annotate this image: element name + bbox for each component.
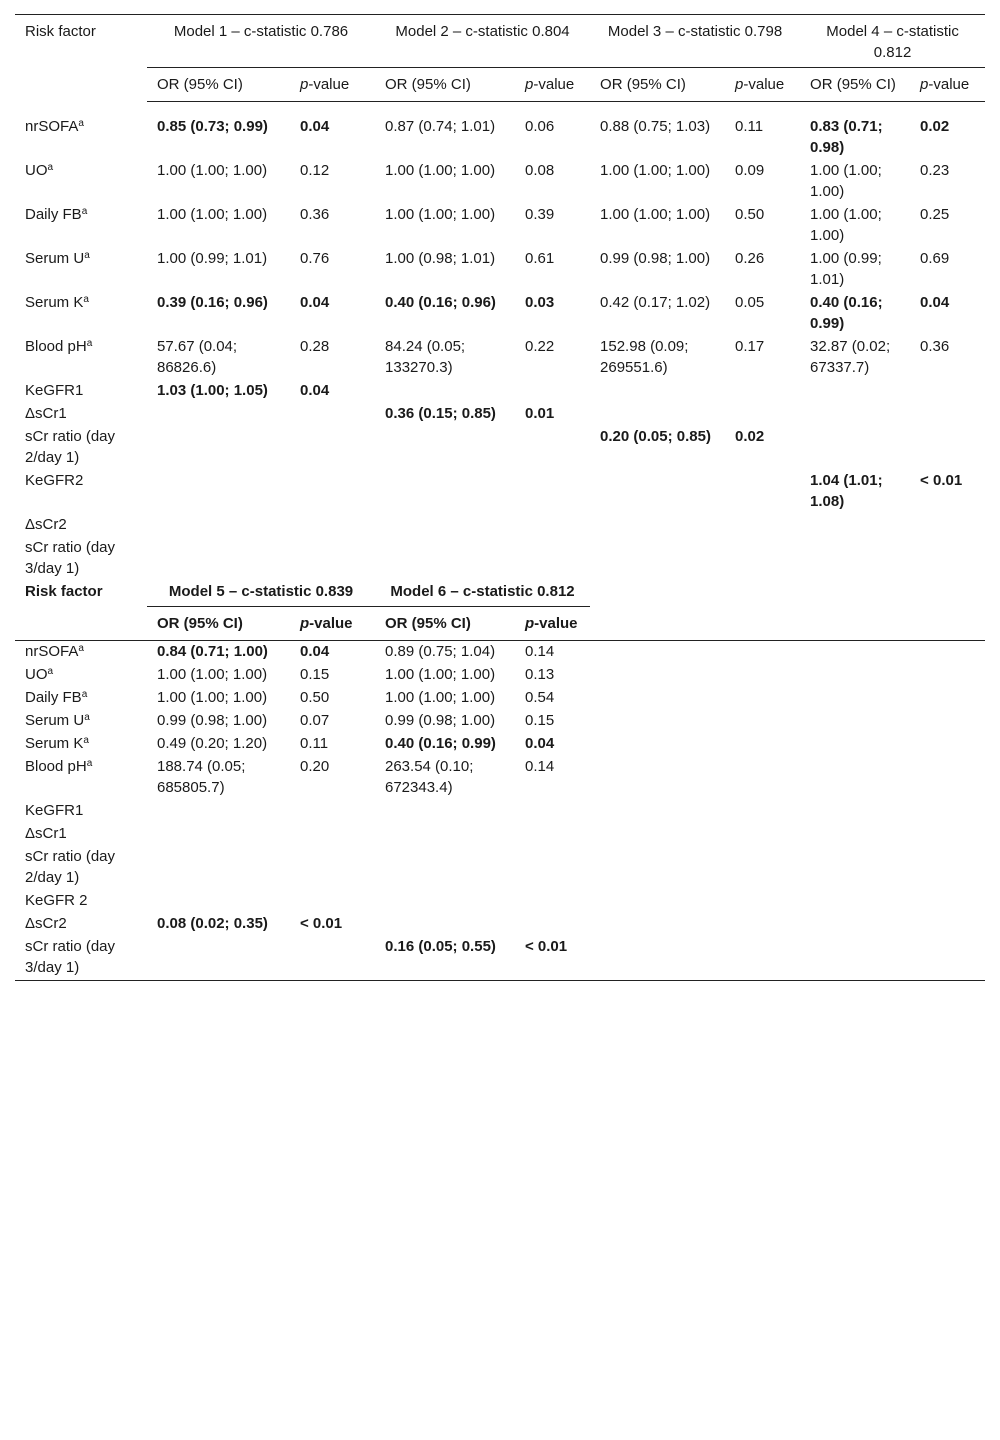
table-row — [15, 514, 985, 537]
or-value: 0.16 (0.05; 0.55) — [385, 938, 496, 955]
or-value — [375, 800, 515, 823]
table-row — [15, 664, 985, 687]
model-5-header: Model 5 – c-statistic 0.839 — [147, 581, 375, 607]
p-value: 0.36 — [920, 338, 950, 355]
p-value: 0.69 — [920, 250, 950, 267]
p-value: 0.39 — [525, 206, 555, 223]
risk-factor-name: Daily $FB^a$ — [25, 206, 88, 223]
or-value — [800, 514, 910, 537]
p-value — [515, 846, 590, 890]
p-value: 0.20 — [300, 758, 330, 775]
p-value — [290, 846, 375, 890]
footnote-marker: a — [86, 758, 93, 769]
table-row — [15, 102, 985, 161]
p-value: 0.08 — [525, 162, 555, 179]
p-value — [290, 890, 375, 913]
risk-factor-name: ΔsCr1 — [25, 825, 67, 842]
or-value — [800, 537, 910, 581]
or-value — [590, 470, 725, 514]
p-value: 0.25 — [920, 206, 950, 223]
p-value: 0.11 — [300, 735, 329, 752]
or-value — [375, 890, 515, 913]
or-value: 0.85 (0.73; 0.99) — [157, 118, 268, 135]
p-value — [290, 426, 375, 470]
or-value: 1.00 (1.00; 1.00) — [810, 162, 882, 200]
empty-cell — [590, 641, 985, 665]
model-2-header: Model 2 – c-statistic 0.804 — [375, 15, 590, 68]
or-value — [147, 936, 290, 980]
table-bottom-rule — [15, 980, 985, 981]
or-value: 1.00 (1.00; 1.00) — [600, 162, 711, 179]
or-value: 1.00 (1.00; 1.00) — [385, 666, 496, 683]
risk-factor-header: Risk factor — [25, 23, 96, 40]
table-row — [15, 823, 985, 846]
p-value: 0.17 — [735, 338, 765, 355]
risk-factor-name: Blood $pH^a$ — [25, 338, 93, 355]
or-value: 32.87 (0.02; 67337.7) — [810, 338, 891, 376]
risk-factor-name: Serum $K^a$ — [25, 294, 89, 311]
p-value: 0.04 — [920, 294, 950, 311]
or-value — [147, 537, 290, 581]
table-row — [15, 336, 985, 380]
or-value: 188.74 (0.05; 685805.7) — [157, 758, 246, 796]
table-1-body — [15, 102, 985, 582]
p-value: 0.23 — [920, 162, 950, 179]
or-value: 1.00 (1.00; 1.00) — [157, 206, 268, 223]
p-value: 0.76 — [300, 250, 330, 267]
empty-cell — [590, 733, 985, 756]
risk-factor-name: KeGFR2 — [25, 472, 84, 489]
p-value-header: p-value — [515, 68, 590, 102]
table-row — [15, 204, 985, 248]
p-value — [515, 890, 590, 913]
model-1-header: Model 1 – c-statistic 0.786 — [147, 15, 375, 68]
risk-factor-name: KeGFR1 — [25, 382, 84, 399]
or-value: 1.00 (0.99; 1.01) — [810, 250, 882, 288]
risk-factor-name: ΔsCr2 — [25, 516, 67, 533]
p-value: 0.28 — [300, 338, 330, 355]
or-value — [147, 846, 290, 890]
p-value — [290, 470, 375, 514]
p-value — [515, 470, 590, 514]
p-value: < 0.01 — [300, 915, 343, 932]
model-3-header: Model 3 – c-statistic 0.798 — [590, 15, 800, 68]
risk-factor-table-models-1-4 — [15, 15, 985, 581]
or-value — [147, 890, 290, 913]
p-value — [910, 537, 985, 581]
table-row — [15, 641, 985, 665]
or-value — [375, 537, 515, 581]
risk-factor-name: ΔsCr1 — [25, 405, 67, 422]
p-value: 0.50 — [735, 206, 765, 223]
or-value: 0.87 (0.74; 1.01) — [385, 118, 496, 135]
or-value: 0.99 (0.98; 1.00) — [157, 712, 268, 729]
or-value: 1.00 (1.00; 1.00) — [810, 206, 882, 244]
p-value: 0.13 — [525, 666, 555, 683]
or-value: 0.84 (0.71; 1.00) — [157, 643, 268, 660]
or-value: 1.03 (1.00; 1.05) — [157, 382, 268, 399]
p-value: 0.09 — [735, 162, 765, 179]
p-value — [515, 514, 590, 537]
p-value-header: p-value — [290, 68, 375, 102]
risk-factor-name: ΔsCr2 — [25, 915, 67, 932]
p-value — [515, 380, 590, 403]
risk-factor-name: nrSOFA$^a$ — [25, 117, 84, 135]
p-value — [910, 426, 985, 470]
or-value: 152.98 (0.09; 269551.6) — [600, 338, 689, 376]
or-value — [375, 823, 515, 846]
p-value: 0.04 — [300, 643, 330, 660]
risk-factor-name: sCr ratio (day 2/day 1) — [25, 848, 116, 886]
risk-factor-name: sCr ratio (day 3/day 1) — [25, 938, 116, 976]
or-value: 1.00 (1.00; 1.00) — [385, 206, 496, 223]
table-row — [15, 687, 985, 710]
p-value: 0.06 — [525, 118, 555, 135]
or-value: 84.24 (0.05; 133270.3) — [385, 338, 466, 376]
risk-factor-name: Blood $pH^a$ — [25, 758, 93, 775]
or-value: 0.49 (0.20; 1.20) — [157, 735, 268, 752]
or-header: OR (95% CI) — [590, 68, 725, 102]
footnote-marker: a — [84, 250, 90, 261]
footnote-marker: a — [86, 338, 93, 349]
empty-cell — [590, 936, 985, 980]
risk-factor-name: $UO^a$ — [25, 162, 54, 179]
empty-header-space — [590, 581, 985, 640]
or-value: 1.04 (1.01; 1.08) — [810, 472, 883, 510]
or-value — [147, 470, 290, 514]
or-value — [147, 426, 290, 470]
or-value — [800, 426, 910, 470]
footnote-marker: a — [81, 206, 88, 217]
or-value: 263.54 (0.10; 672343.4) — [385, 758, 474, 796]
p-value — [290, 514, 375, 537]
p-value: 0.14 — [525, 643, 555, 660]
p-value: 0.03 — [525, 294, 555, 311]
table-row — [15, 292, 985, 336]
table-2-body — [15, 641, 985, 981]
p-value-header: p-value — [300, 615, 353, 632]
risk-factor-name: KeGFR 2 — [25, 892, 88, 909]
p-value: 0.04 — [300, 382, 330, 399]
p-value-header: p-value — [525, 615, 578, 632]
or-value: 1.00 (1.00; 1.00) — [600, 206, 711, 223]
table-row — [15, 380, 985, 403]
p-value-header: p-value — [910, 68, 985, 102]
or-value — [590, 403, 725, 426]
table-row — [15, 733, 985, 756]
risk-factor-name: Serum $U^a$ — [25, 250, 90, 267]
p-value: 0.14 — [525, 758, 555, 775]
p-value: 0.11 — [735, 118, 764, 135]
p-value: 0.26 — [735, 250, 765, 267]
or-header: OR (95% CI) — [157, 615, 243, 632]
p-value — [290, 537, 375, 581]
empty-cell — [590, 687, 985, 710]
table-row — [15, 913, 985, 936]
p-value: 0.54 — [525, 689, 555, 706]
or-value: 1.00 (0.99; 1.01) — [157, 250, 268, 267]
or-value — [147, 403, 290, 426]
or-value: 0.20 (0.05; 0.85) — [600, 428, 711, 445]
p-value — [725, 514, 800, 537]
or-value: 0.99 (0.98; 1.00) — [385, 712, 496, 729]
or-value: 0.39 (0.16; 0.96) — [157, 294, 268, 311]
risk-factor-name: KeGFR1 — [25, 802, 84, 819]
footnote-marker: a — [47, 162, 54, 173]
p-value — [725, 537, 800, 581]
risk-factor-name: sCr ratio (day 2/day 1) — [25, 428, 116, 466]
table-row — [15, 537, 985, 581]
table-row — [15, 403, 985, 426]
p-value: 0.07 — [300, 712, 330, 729]
or-value: 0.40 (0.16; 0.96) — [385, 294, 496, 311]
p-value: 0.50 — [300, 689, 330, 706]
table-row — [15, 846, 985, 890]
p-value: < 0.01 — [920, 472, 963, 489]
or-value — [590, 380, 725, 403]
p-value: 0.15 — [525, 712, 555, 729]
risk-factor-table-models-5-6 — [15, 581, 985, 980]
p-value: 0.02 — [735, 428, 765, 445]
p-value — [910, 380, 985, 403]
header-row-subcolumns — [15, 68, 985, 102]
empty-cell — [590, 913, 985, 936]
risk-factor-name: $UO^a$ — [25, 666, 54, 683]
p-value — [515, 426, 590, 470]
footnote-marker: a — [83, 294, 89, 305]
p-value: 0.36 — [300, 206, 330, 223]
p-value: < 0.01 — [525, 938, 568, 955]
or-value — [375, 380, 515, 403]
p-value — [515, 823, 590, 846]
p-value: 0.04 — [300, 294, 330, 311]
table-row — [15, 800, 985, 823]
p-value — [290, 403, 375, 426]
risk-factor-name: Serum $U^a$ — [25, 712, 90, 729]
header-row-models — [15, 15, 985, 68]
or-value: 0.88 (0.75; 1.03) — [600, 118, 711, 135]
risk-factor-header: Risk factor — [25, 583, 103, 600]
p-value — [725, 380, 800, 403]
or-value: 1.00 (1.00; 1.00) — [385, 689, 496, 706]
or-value — [147, 800, 290, 823]
or-value: 0.42 (0.17; 1.02) — [600, 294, 711, 311]
or-value — [375, 913, 515, 936]
tables-page — [15, 14, 985, 981]
footnote-marker: a — [47, 666, 54, 677]
p-value — [725, 403, 800, 426]
footnote-marker: a — [78, 117, 84, 129]
or-header: OR (95% CI) — [385, 615, 471, 632]
or-value: 57.67 (0.04; 86826.6) — [157, 338, 238, 376]
empty-cell — [590, 664, 985, 687]
p-value-header: p-value — [725, 68, 800, 102]
p-value — [290, 936, 375, 980]
footnote-marker: a — [84, 712, 90, 723]
header-row-models — [15, 581, 985, 607]
p-value — [290, 823, 375, 846]
empty-cell — [590, 756, 985, 800]
footnote-marker: a — [81, 689, 88, 700]
p-value — [515, 537, 590, 581]
table-row — [15, 426, 985, 470]
risk-factor-name: Serum $K^a$ — [25, 735, 89, 752]
model-6-header: Model 6 – c-statistic 0.812 — [375, 581, 590, 607]
or-value — [375, 514, 515, 537]
or-value — [800, 380, 910, 403]
p-value — [910, 514, 985, 537]
empty-cell — [590, 710, 985, 733]
empty-cell — [590, 823, 985, 846]
or-value — [375, 426, 515, 470]
table-row — [15, 160, 985, 204]
p-value: 0.22 — [525, 338, 555, 355]
or-value: 1.00 (1.00; 1.00) — [157, 162, 268, 179]
or-value: 0.40 (0.16; 0.99) — [810, 294, 883, 332]
p-value — [725, 470, 800, 514]
risk-factor-name: Daily $FB^a$ — [25, 689, 88, 706]
or-value — [147, 823, 290, 846]
empty-cell — [590, 890, 985, 913]
p-value: 0.15 — [300, 666, 330, 683]
or-value: 0.83 (0.71; 0.98) — [810, 118, 883, 156]
p-value: 0.02 — [920, 118, 950, 135]
p-value: 0.01 — [525, 405, 555, 422]
or-value: 0.40 (0.16; 0.99) — [385, 735, 496, 752]
p-value: 0.12 — [300, 162, 330, 179]
or-value — [375, 470, 515, 514]
p-value — [515, 800, 590, 823]
table-row — [15, 756, 985, 800]
p-value: 0.04 — [525, 735, 555, 752]
or-value: 1.00 (1.00; 1.00) — [157, 666, 268, 683]
or-header: OR (95% CI) — [375, 68, 515, 102]
table-row — [15, 710, 985, 733]
p-value: 0.61 — [525, 250, 555, 267]
or-value: 0.08 (0.02; 0.35) — [157, 915, 268, 932]
or-value — [590, 537, 725, 581]
table-row — [15, 890, 985, 913]
or-header: OR (95% CI) — [800, 68, 910, 102]
or-value: 1.00 (0.98; 1.01) — [385, 250, 496, 267]
or-value: 0.99 (0.98; 1.00) — [600, 250, 711, 267]
p-value: 0.05 — [735, 294, 765, 311]
or-value: 0.36 (0.15; 0.85) — [385, 405, 496, 422]
table-row — [15, 470, 985, 514]
table-row — [15, 936, 985, 980]
empty-cell — [590, 846, 985, 890]
or-value: 0.89 (0.75; 1.04) — [385, 643, 496, 660]
risk-factor-name: nrSOFA$^a$ — [25, 643, 84, 660]
empty-cell — [590, 800, 985, 823]
p-value — [910, 403, 985, 426]
or-header: OR (95% CI) — [147, 68, 290, 102]
or-value — [590, 514, 725, 537]
p-value: 0.04 — [300, 118, 330, 135]
p-value — [515, 913, 590, 936]
footnote-marker: a — [78, 643, 84, 654]
risk-factor-name: sCr ratio (day 3/day 1) — [25, 539, 116, 577]
or-value — [147, 514, 290, 537]
footnote-marker: a — [83, 735, 89, 746]
model-4-header: Model 4 – c-statistic 0.812 — [800, 15, 985, 68]
p-value — [290, 800, 375, 823]
or-value: 1.00 (1.00; 1.00) — [385, 162, 496, 179]
table-row — [15, 248, 985, 292]
or-value — [800, 403, 910, 426]
or-value: 1.00 (1.00; 1.00) — [157, 689, 268, 706]
or-value — [375, 846, 515, 890]
